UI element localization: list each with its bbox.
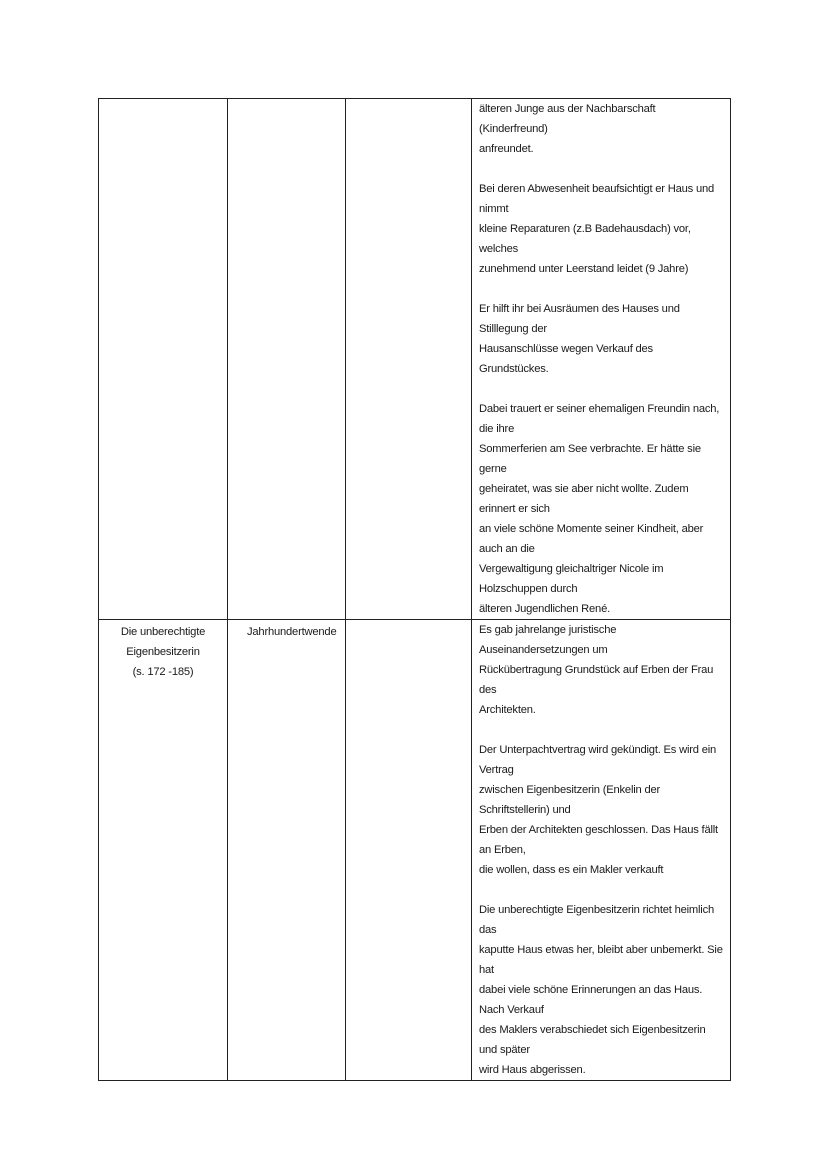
description-paragraph: Dabei trauert er seiner ehemaligen Freundin nach, die ihre Sommerferien am See verbrachte. Er hätte sie gerne geheiratet, was sie aber nicht wollte. Zudem erinnert er sich an viele schöne Momente seiner Kindheit, aber auch an die Vergewaltigung gleichaltriger Nicole im Holzschuppen durch älteren Jugendlichen René. (479, 403, 720, 615)
description-paragraph: Die unberechtigte Eigenbesitzerin richtet heimlich das kaputte Haus etwas her, bleibt aber unbemerkt. Sie hat dabei viele schöne Erinnerungen an das Haus. Nach Verkauf des Maklers verabschiedet sich Eigenbesitzerin und später wird Haus abgerissen. (479, 904, 723, 1076)
table-cell-description (472, 99, 731, 620)
table-cell-character: Die unberechtigte Eigenbesitzerin (s. 172 -185) (99, 620, 228, 1081)
table-cell-time (228, 99, 346, 620)
table-row (99, 620, 731, 1081)
table-cell-description (472, 620, 731, 1081)
description-paragraph: Bei deren Abwesenheit beaufsichtigt er Haus und nimmt kleine Reparaturen (z.B Badehausdach) vor, welches zunehmend unter Leerstand leidet (9 Jahre) (479, 183, 715, 275)
table-cell-time: Jahrhundertwende (228, 620, 346, 1081)
table-row (99, 99, 731, 620)
table-cell-empty (346, 99, 472, 620)
table-cell-empty (346, 620, 472, 1081)
description-paragraph: Es gab jahrelange juristische Auseinandersetzungen um Rückübertragung Grundstück auf Erben der Frau des Architekten. (479, 624, 714, 716)
description-paragraph: Der Unterpachtvertrag wird gekündigt. Es wird ein Vertrag zwischen Eigenbesitzerin (Enkelin der Schriftstellerin) und Erben der Architekten geschlossen. Das Haus fällt an Erben, die wollen, dass es ein Makler verkauft (479, 744, 718, 876)
description-paragraph: älteren Junge aus der Nachbarschaft (Kinderfreund) anfreundet. (479, 103, 656, 155)
table-cell-character (99, 99, 228, 620)
content-table (98, 98, 731, 1081)
description-paragraph: Er hilft ihr bei Ausräumen des Hauses und Stilllegung der Hausanschlüsse wegen Verkauf des Grundstückes. (479, 303, 680, 375)
